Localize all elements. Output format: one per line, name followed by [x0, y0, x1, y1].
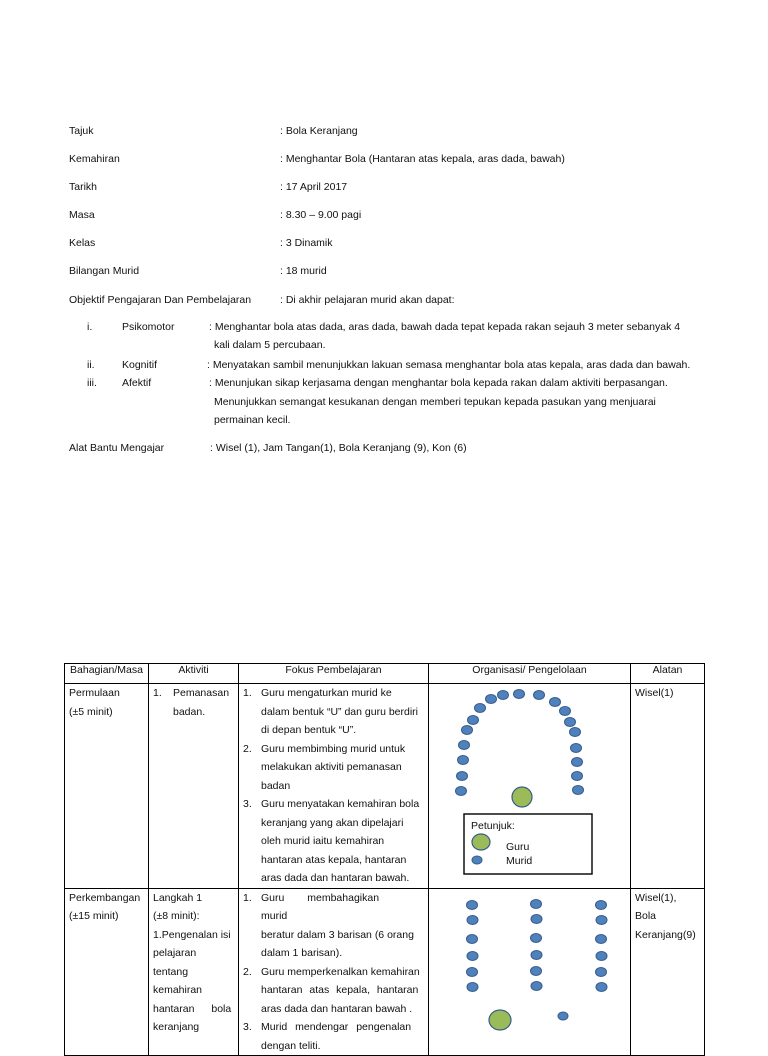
objective-number: iii.	[87, 377, 97, 389]
info-row-tarikh	[69, 181, 719, 197]
list-number: 3.	[243, 1021, 252, 1033]
fokus-text: keranjang yang akan dipelajari	[261, 816, 404, 829]
fokus-text: dalam 1 barisan).	[261, 947, 343, 959]
fokus-text: aras dada dan hantaran bawah.	[261, 872, 410, 884]
legend-murid-icon	[472, 856, 482, 864]
fokus-text: hantaran atas kepala, hantaran	[261, 984, 419, 996]
cell-alatan	[631, 888, 705, 1056]
objective-domain: Afektif	[122, 377, 152, 389]
objective-text: : Menghantar bola atas dada, aras dada, bawah dada tepat kepada rakan sejauh 3 meter sebanyak 4	[209, 321, 681, 333]
info-row-objektif	[69, 294, 719, 310]
cell-organisasi-u-formation	[429, 684, 631, 889]
legend-title: Petunjuk:	[471, 820, 515, 832]
murid-dot	[596, 915, 607, 924]
murid-dot	[531, 981, 542, 990]
info-label: Tarikh	[69, 181, 98, 193]
murid-dot	[514, 690, 525, 699]
fokus-text: dalam bentuk “U” dan guru berdiri	[261, 705, 418, 718]
info-row-bilangan-murid	[69, 265, 719, 281]
murid-dot	[456, 787, 467, 796]
info-row-kelas	[69, 237, 719, 253]
fokus-text: beratur dalam 3 barisan (6 orang	[261, 928, 414, 941]
murid-dots	[456, 690, 584, 796]
fokus-text: hantaran atas kepala, hantaran	[261, 853, 407, 866]
fokus-text: dengan teliti.	[261, 1039, 321, 1052]
cell-fokus	[239, 888, 429, 1056]
murid-dot	[486, 695, 497, 704]
murid-dot	[457, 772, 468, 781]
cell-bahagian	[65, 684, 149, 889]
murid-dot	[531, 933, 542, 942]
alatan-text: Wisel(1)	[635, 687, 674, 699]
header-alatan: Alatan	[631, 664, 705, 684]
fokus-text: Guru membahagikan murid	[261, 891, 380, 922]
info-value: : 18 murid	[280, 265, 327, 277]
list-item	[243, 684, 424, 740]
objective-number: ii.	[87, 359, 95, 371]
list-item	[243, 889, 424, 963]
info-label: Tajuk	[69, 125, 94, 137]
murid-dot	[534, 691, 545, 700]
fokus-text: aras dada dan hantaran bawah .	[261, 1002, 413, 1015]
aktiviti-text: (±8 minit):	[153, 910, 200, 922]
murid-dot	[462, 726, 473, 735]
info-value: : 17 April 2017	[280, 181, 348, 193]
murid-dot	[475, 704, 486, 713]
list-number: 2.	[243, 965, 252, 978]
header-aktiviti: Aktiviti	[149, 664, 239, 684]
info-row-tajuk	[69, 125, 719, 141]
info-label: Objektif Pengajaran Dan Pembelajaran	[69, 294, 252, 306]
fokus-text: badan	[261, 779, 291, 792]
fokus-text: Murid mendengar pengenalan	[261, 1021, 412, 1033]
guru-marker	[512, 787, 532, 807]
list-number: 1.	[243, 687, 252, 699]
aktiviti-text: kemahiran	[153, 984, 203, 996]
murid-dot	[531, 950, 542, 959]
aktiviti-text: tentang	[153, 965, 189, 978]
info-value: : 8.30 – 9.00 pagi	[280, 209, 362, 221]
info-value: : Di akhir pelajaran murid akan dapat:	[280, 294, 455, 306]
murid-dot	[467, 951, 478, 960]
header-organisasi: Organisasi/ Pengelolaan	[429, 664, 631, 684]
murid-dot	[571, 744, 582, 753]
aktiviti-text: pelajaran	[153, 947, 197, 959]
murid-dot	[560, 707, 571, 716]
fokus-text: melakukan aktiviti pemanasan	[261, 761, 402, 773]
murid-dot	[531, 966, 542, 975]
info-label: Bilangan Murid	[69, 265, 140, 277]
aktiviti-text: badan.	[173, 705, 206, 718]
murid-dot	[558, 1012, 568, 1020]
bahagian-name: Permulaan	[69, 687, 120, 699]
murid-dots	[467, 899, 608, 991]
list-number: 2.	[243, 742, 252, 755]
info-value: : Menghantar Bola (Hantaran atas kepala, aras dada, bawah)	[280, 153, 565, 165]
objective-text: : Menyatakan sambil menunjukkan lakuan semasa menghantar bola atas kepala, aras dada dan bawah.	[207, 359, 691, 371]
u-formation-diagram	[429, 684, 630, 882]
objective-domain: Kognitif	[122, 359, 158, 371]
table-header-row	[65, 664, 705, 684]
murid-dot	[468, 716, 479, 725]
fokus-text: oleh murid iaitu kemahiran	[261, 835, 385, 847]
alatan-text: Bola	[635, 910, 657, 922]
alatan-text: Wisel(1),	[635, 891, 677, 904]
cell-fokus	[239, 684, 429, 889]
aktiviti-text: Pemanasan	[173, 687, 230, 699]
cell-aktiviti	[149, 684, 239, 889]
fokus-text: Guru memperkenalkan kemahiran	[261, 965, 420, 978]
list-number: 1.	[243, 891, 252, 904]
legend-guru-icon	[472, 834, 490, 850]
murid-dot	[572, 758, 583, 767]
legend-murid-label: Murid	[506, 855, 533, 867]
murid-dot	[467, 982, 478, 991]
fokus-text: di depan bentuk “U”.	[261, 724, 357, 736]
murid-dot	[498, 691, 509, 700]
bahagian-time: (±5 minit)	[69, 705, 113, 718]
fokus-text: Guru mengaturkan murid ke	[261, 687, 392, 699]
list-item	[243, 740, 424, 796]
info-value: : Bola Keranjang	[280, 125, 358, 137]
info-value: : 3 Dinamik	[280, 237, 333, 249]
lesson-plan-table	[64, 663, 705, 1056]
objective-text: Menunjukkan semangat kesukanan dengan memberi tepukan kepada pasukan yang menjuarai	[214, 396, 656, 408]
murid-dot	[531, 899, 542, 908]
header-bahagian: Bahagian/Masa	[65, 664, 149, 684]
alat-bantu-value: : Wisel (1), Jam Tangan(1), Bola Keranjang (9), Kon (6)	[210, 442, 467, 454]
murid-dot	[596, 982, 607, 991]
cell-alatan	[631, 684, 705, 889]
aktiviti-text: 1.Pengenalan isi	[153, 928, 231, 941]
table-row	[65, 684, 705, 889]
fokus-text: Guru menyatakan kemahiran bola	[261, 798, 420, 810]
bahagian-name: Perkembangan	[69, 891, 141, 904]
murid-dot	[467, 967, 478, 976]
murid-dot	[570, 728, 581, 737]
aktiviti-text: hantaran bola	[153, 1002, 232, 1015]
alat-bantu-label: Alat Bantu Mengajar	[69, 442, 165, 454]
cell-bahagian	[65, 888, 149, 1056]
info-label: Masa	[69, 209, 95, 221]
aktiviti-text: Langkah 1	[153, 891, 203, 904]
info-label: Kelas	[69, 237, 96, 249]
murid-dot	[596, 934, 607, 943]
murid-dot	[467, 934, 478, 943]
objective-text: permainan kecil.	[214, 414, 291, 426]
table-row	[65, 888, 705, 1056]
murid-dot	[458, 756, 469, 765]
murid-dot	[531, 914, 542, 923]
murid-dot	[467, 915, 478, 924]
cell-organisasi-three-lines	[429, 888, 631, 1056]
header-fokus: Fokus Pembelajaran	[239, 664, 429, 684]
objective-text: kali dalam 5 percubaan.	[214, 339, 326, 351]
guru-marker	[489, 1010, 511, 1030]
list-number: 1.	[153, 687, 162, 699]
objective-text: : Menunjukan sikap kerjasama dengan menghantar bola kepada rakan dalam aktiviti berpasangan.	[209, 377, 668, 389]
list-item	[243, 963, 424, 1019]
aktiviti-text: keranjang	[153, 1021, 200, 1033]
legend-guru-label: Guru	[506, 841, 530, 853]
three-lines-diagram	[429, 889, 630, 1039]
info-row-masa	[69, 209, 719, 225]
alat-bantu-row	[69, 442, 467, 454]
murid-dot	[596, 900, 607, 909]
murid-dot	[459, 741, 470, 750]
alatan-text: Keranjang(9)	[635, 928, 696, 941]
murid-dot	[467, 900, 478, 909]
murid-dot	[550, 698, 561, 707]
cell-aktiviti	[149, 888, 239, 1056]
fokus-text: Guru membimbing murid untuk	[261, 742, 406, 755]
bahagian-time: (±15 minit)	[69, 910, 119, 922]
murid-dot	[565, 718, 576, 727]
info-row-kemahiran	[69, 153, 719, 169]
objective-number: i.	[87, 321, 93, 333]
list-item	[243, 795, 424, 888]
murid-dot	[596, 967, 607, 976]
murid-dot	[573, 786, 584, 795]
list-number: 3.	[243, 798, 252, 810]
murid-dot	[596, 951, 607, 960]
objective-domain: Psikomotor	[122, 321, 175, 333]
info-label: Kemahiran	[69, 153, 120, 165]
murid-dot	[572, 772, 583, 781]
